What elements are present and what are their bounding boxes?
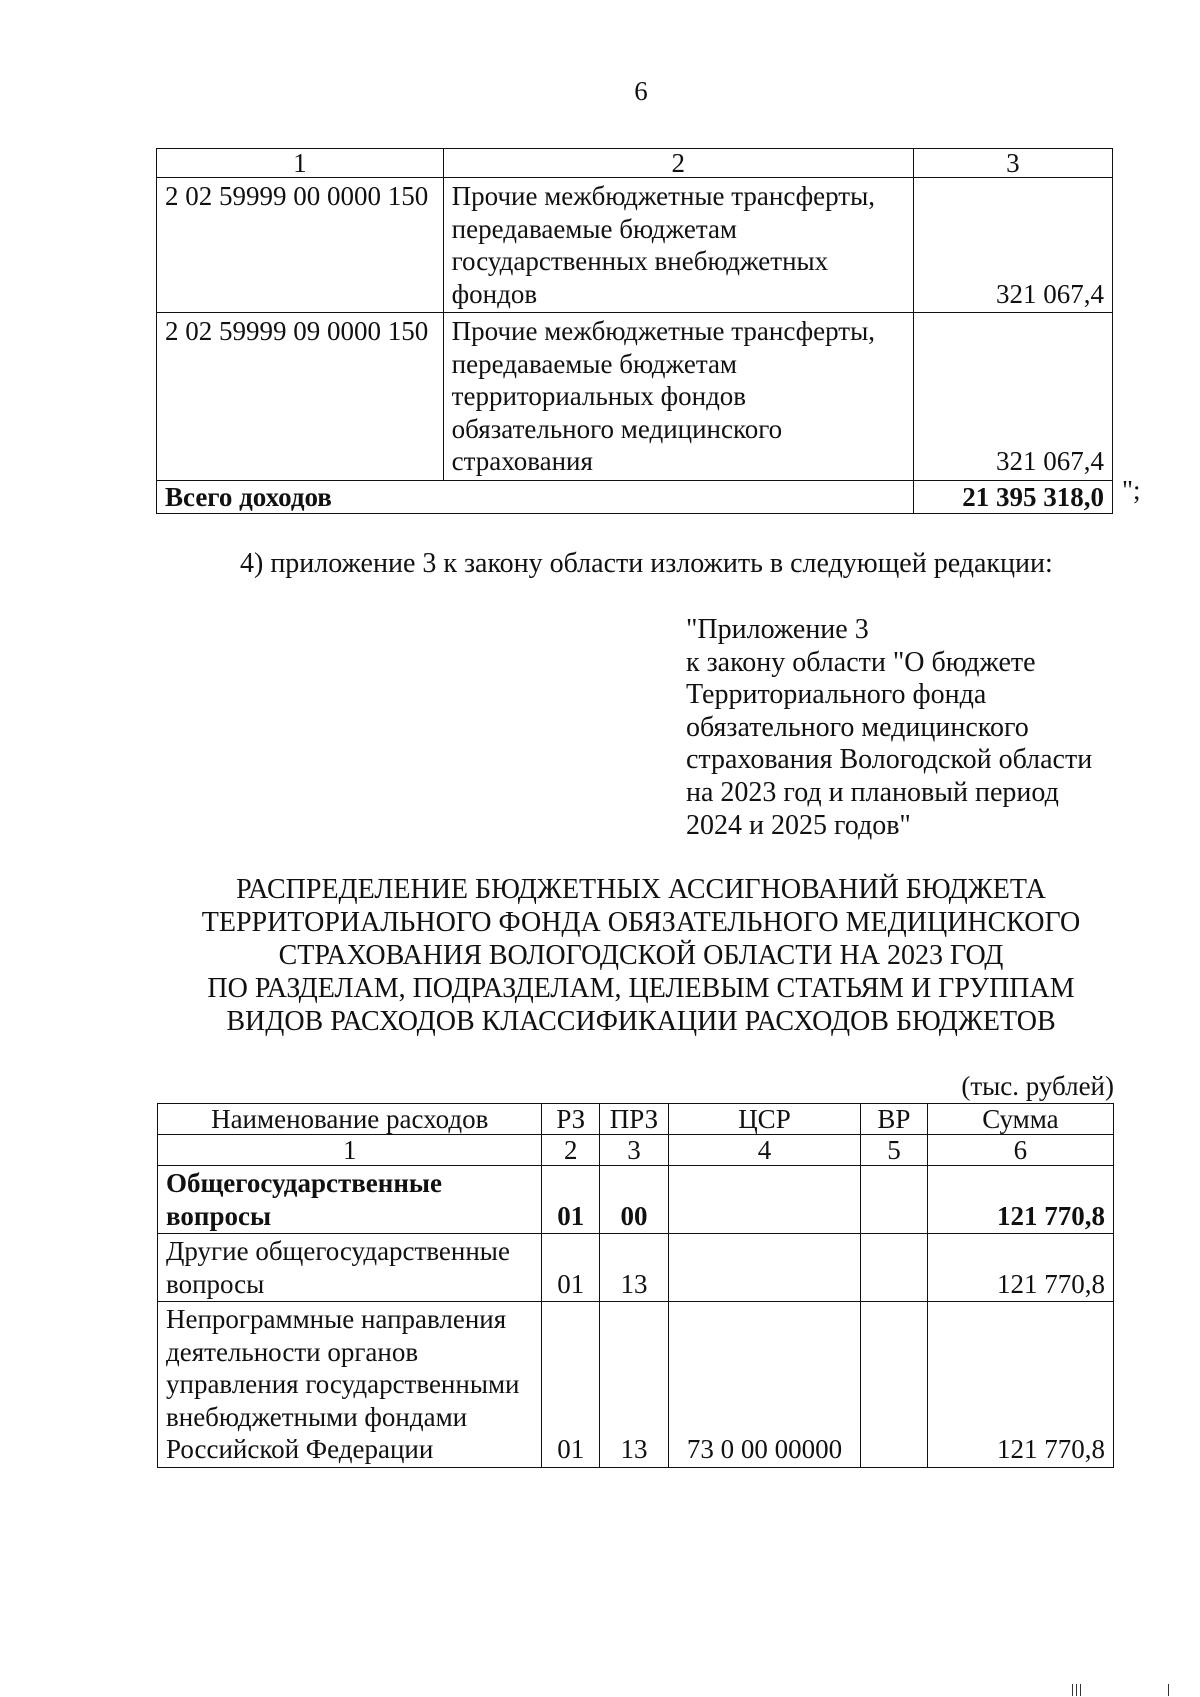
expense-rz: 01 [542, 1166, 600, 1234]
table-row [157, 313, 1113, 481]
appendix-line: 2024 и 2025 годов" [686, 809, 911, 841]
revenue-name-line: Прочие межбюджетные трансферты, [451, 181, 875, 211]
amendment-paragraph: 4) приложение 3 к закону области изложить в следующей редакции: [240, 548, 1053, 579]
expenditure-table-header [158, 1104, 1114, 1135]
expense-name-line: вопросы [166, 1200, 272, 1231]
expense-name [158, 1234, 542, 1302]
total-row [157, 480, 1113, 513]
expense-vr [861, 1234, 928, 1302]
revenue-name-line: передаваемые бюджетам [451, 213, 738, 244]
expense-name-line: внебюджетными фондами [166, 1401, 468, 1432]
header-col-3: 3 [913, 149, 1112, 178]
column-number: 4 [668, 1135, 860, 1166]
expense-name-line: Общегосударственные [166, 1168, 442, 1198]
revenue-name-line: передаваемые бюджетам [451, 348, 738, 379]
expense-prz: 13 [600, 1234, 669, 1302]
expense-vr [861, 1166, 928, 1234]
column-number: 6 [927, 1135, 1113, 1166]
title-line: ПО РАЗДЕЛАМ, ПОДРАЗДЕЛАМ, ЦЕЛЕВЫМ СТАТЬЯМ И ГРУППАМ [207, 973, 1075, 1004]
header-vr: ВР [861, 1104, 928, 1135]
revenue-code: 2 02 59999 00 0000 150 [157, 178, 444, 313]
expense-name [158, 1166, 542, 1234]
expense-sum: 121 770,8 [927, 1234, 1113, 1302]
expense-vr [861, 1302, 928, 1468]
header-name: Наименование расходов [158, 1104, 542, 1135]
title-line: СТРАХОВАНИЯ ВОЛОГОДСКОЙ ОБЛАСТИ НА 2023 ГОД [278, 940, 1004, 971]
units-label: (тыс. рублей) [961, 1071, 1114, 1101]
expense-rz: 01 [542, 1234, 600, 1302]
page-number: 6 [634, 76, 648, 106]
title-line: ВИДОВ РАСХОДОВ КЛАССИФИКАЦИИ РАСХОДОВ БЮДЖЕТОВ [226, 1006, 1056, 1037]
expense-csr [668, 1166, 860, 1234]
expense-sum: 121 770,8 [927, 1166, 1113, 1234]
header-csr: ЦСР [668, 1104, 860, 1135]
revenue-name-line: территориальных фондов [451, 381, 747, 411]
expense-name-line: управления государственными [166, 1369, 520, 1399]
expense-name-line: вопросы [166, 1268, 265, 1299]
total-amount: 21 395 318,0 [913, 480, 1112, 513]
appendix-line: к закону области "О бюджете [686, 646, 1036, 678]
document-title [120, 873, 1162, 1038]
expense-name-line: Непрограммные направления [166, 1304, 507, 1334]
expense-name-line: Российской Федерации [166, 1434, 434, 1464]
revenue-name [443, 178, 913, 313]
appendix-line: "Приложение 3 [686, 614, 869, 645]
revenue-name-line: государственных внебюджетных [451, 246, 829, 276]
appendix-line: Территориального фонда [686, 679, 987, 711]
header-prz: ПРЗ [600, 1104, 669, 1135]
column-number: 3 [600, 1135, 669, 1166]
revenue-code: 2 02 59999 09 0000 150 [157, 313, 444, 481]
header-col-1: 1 [157, 149, 444, 178]
expense-rz: 01 [542, 1302, 600, 1468]
scan-mark [1168, 1684, 1169, 1696]
expense-csr [668, 1234, 860, 1302]
expense-name-line: Другие общегосударственные [166, 1236, 510, 1266]
header-col-2: 2 [443, 149, 913, 178]
scan-mark [1080, 1684, 1081, 1696]
revenue-amount: 321 067,4 [913, 313, 1112, 481]
scan-mark [1072, 1684, 1073, 1696]
revenue-name [443, 313, 913, 481]
revenue-amount: 321 067,4 [913, 178, 1112, 313]
table-row [158, 1234, 1114, 1302]
appendix-line: на 2023 год и плановый период [686, 776, 1059, 808]
expenditure-table [157, 1103, 1114, 1468]
column-number-row [158, 1135, 1114, 1166]
closing-quote-mark: "; [1122, 475, 1141, 505]
title-line: РАСПРЕДЕЛЕНИЕ БЮДЖЕТНЫХ АССИГНОВАНИЙ БЮДЖЕТА [236, 874, 1046, 905]
scan-mark [1076, 1684, 1077, 1696]
expense-prz: 00 [600, 1166, 669, 1234]
table-row [158, 1166, 1114, 1234]
appendix-line: обязательного медицинского [686, 711, 1029, 743]
revenue-name-line: обязательного медицинского [451, 413, 783, 444]
revenue-table-header [157, 149, 1113, 178]
revenue-table [156, 148, 1113, 514]
appendix-heading [686, 614, 1092, 842]
table-row [157, 178, 1113, 313]
table-row [158, 1302, 1114, 1468]
header-sum: Сумма [927, 1104, 1113, 1135]
column-number: 2 [542, 1135, 600, 1166]
header-rz: РЗ [542, 1104, 600, 1135]
total-label: Всего доходов [157, 480, 914, 513]
revenue-name-line: Прочие межбюджетные трансферты, [451, 316, 875, 346]
expense-name-line: деятельности органов [166, 1336, 419, 1367]
revenue-name-line: фондов [451, 278, 538, 309]
expense-prz: 13 [600, 1302, 669, 1468]
revenue-name-line: страхования [451, 446, 593, 476]
appendix-line: страхования Вологодской области [686, 744, 1093, 776]
expense-sum: 121 770,8 [927, 1302, 1113, 1468]
column-number: 1 [158, 1135, 542, 1166]
expense-name [158, 1302, 542, 1468]
column-number: 5 [861, 1135, 928, 1166]
title-line: ТЕРРИТОРИАЛЬНОГО ФОНДА ОБЯЗАТЕЛЬНОГО МЕДИЦИНСКОГО [201, 907, 1081, 938]
expense-csr: 73 0 00 00000 [668, 1302, 860, 1468]
